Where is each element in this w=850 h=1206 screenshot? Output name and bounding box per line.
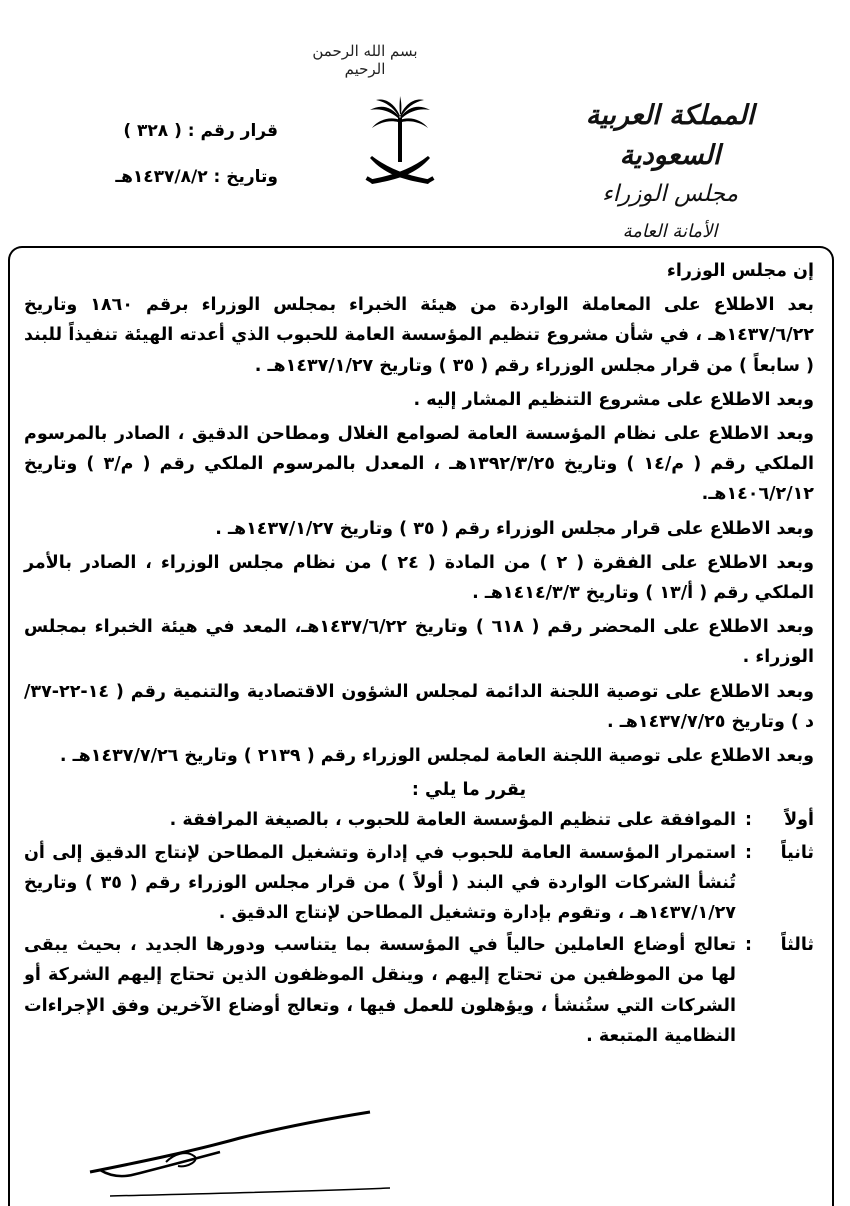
handwritten-signature-icon bbox=[70, 1108, 400, 1200]
recital-5: وبعد الاطلاع على الفقرة ( ٢ ) من المادة ( ٢٤ ) من نظام مجلس الوزراء ، الصادر بالأمر الملكي رقم ( أ/١٣ ) وتاريخ ١٤١٤/٣/٣هـ . bbox=[24, 552, 814, 604]
decision-body bbox=[24, 256, 814, 1053]
recital-8: وبعد الاطلاع على توصية اللجنة العامة لمجلس الوزراء رقم ( ٢١٣٩ ) وتاريخ ١٤٣٧/٧/٢٦هـ . bbox=[59, 746, 814, 767]
decision-number: قرار رقم : ( ٣٢٨ ) bbox=[123, 121, 278, 141]
decision-date: وتاريخ : ١٤٣٧/٨/٢هـ bbox=[115, 167, 278, 187]
clause-label: أولاً bbox=[784, 810, 814, 831]
resolves-line: يقرر ما يلي : bbox=[411, 780, 527, 801]
clause-text: تعالج أوضاع العاملين حالياً في المؤسسة بما يتناسب ودورها الجديد ، بحيث يبقى لها من الموظفين من تحتاج إليهم ، وينقل الموظفون الذين تحتاج إليهم الشركة أو الشركات التي ستُنشأ ، ويؤهلون للعمل فيها ، وتعالج أوضاع الآخرين وفق الإجراءات النظامية المتبعة . bbox=[24, 935, 736, 1046]
saudi-emblem-icon bbox=[362, 96, 438, 192]
recital-2: وبعد الاطلاع على مشروع التنظيم المشار إليه . bbox=[413, 389, 814, 410]
clause-text: الموافقة على تنظيم المؤسسة العامة للحبوب ، بالصيغة المرافقة . bbox=[169, 810, 736, 831]
clause-label: ثانياً bbox=[780, 842, 814, 863]
recital-4: وبعد الاطلاع على قرار مجلس الوزراء رقم ( ٣٥ ) وتاريخ ١٤٣٧/١/٢٧هـ . bbox=[215, 518, 814, 539]
issuer-block bbox=[550, 96, 790, 252]
decision-meta bbox=[48, 118, 278, 210]
recital-1: بعد الاطلاع على المعاملة الواردة من هيئة الخبراء بمجلس الوزراء برقم ١٨٦٠ وتاريخ ١٤٣٧/٦/٢٢هـ ، في شأن مشروع تنظيم المؤسسة العامة للحبوب الذي أعدته الهيئة تنفيذاً للبند ( سابعاً ) من قرار مجلس الوزراء رقم ( ٣٥ ) وتاريخ ١٤٣٧/١/٢٧هـ . bbox=[24, 295, 814, 376]
clause-label: ثالثاً bbox=[780, 935, 814, 956]
recital-3: وبعد الاطلاع على نظام المؤسسة العامة لصوامع الغلال ومطاحن الدقيق ، الصادر بالمرسوم الملكي رقم ( م/١٤ ) وتاريخ ١٣٩٢/٣/٢٥هـ ، المعدل بالمرسوم الملكي رقم ( م/٣ ) وتاريخ ١٤٠٦/٢/١٢هـ. bbox=[24, 424, 814, 505]
issuer-kingdom: المملكة العربية السعودية bbox=[585, 100, 755, 171]
clause-text: استمرار المؤسسة العامة للحبوب في إدارة وتشغيل المطاحن لإنتاج الدقيق إلى أن تُنشأ الشركات الواردة في البند ( أولاً ) من قرار مجلس الوزراء رقم ( ٣٥ ) وتاريخ ١٤٣٧/١/٢٧هـ ، وتقوم بإدارة وتشغيل المطاحن لإنتاج الدقيق . bbox=[24, 842, 736, 924]
issuer-secretariat: الأمانة العامة bbox=[622, 221, 718, 242]
opening-line: إن مجلس الوزراء bbox=[666, 261, 814, 281]
bismillah: بسم الله الرحمن الرحيم bbox=[312, 42, 418, 78]
clause-third: ثالثاً : تعالج أوضاع العاملين حالياً في المؤسسة بما يتناسب ودورها الجديد ، بحيث يبقى لها من الموظفين من تحتاج إليهم ، وينقل الموظفون الذين تحتاج إليهم الشركة أو الشركات التي ستُنشأ ، ويؤهلون للعمل فيها ، وتعالج أوضاع الآخرين وفق الإجراءات النظامية المتبعة . bbox=[24, 930, 814, 1051]
recital-6: وبعد الاطلاع على المحضر رقم ( ٦١٨ ) وتاريخ ١٤٣٧/٦/٢٢هـ، المعد في هيئة الخبراء بمجلس الوزراء . bbox=[24, 617, 814, 668]
issuer-council: مجلس الوزراء bbox=[601, 181, 739, 207]
recital-7: وبعد الاطلاع على توصية اللجنة الدائمة لمجلس الشؤون الاقتصادية والتنمية رقم ( ١٤-٢٢-٣٧/د ) وتاريخ ١٤٣٧/٧/٢٥هـ . bbox=[24, 681, 814, 732]
clause-first: أولاً : الموافقة على تنظيم المؤسسة العامة للحبوب ، بالصيغة المرافقة . bbox=[24, 805, 814, 835]
clause-second: ثانياً : استمرار المؤسسة العامة للحبوب في إدارة وتشغيل المطاحن لإنتاج الدقيق إلى أن تُنشأ الشركات الواردة في البند ( أولاً ) من قرار مجلس الوزراء رقم ( ٣٥ ) وتاريخ ١٤٣٧/١/٢٧هـ ، وتقوم بإدارة وتشغيل المطاحن لإنتاج الدقيق . bbox=[24, 838, 814, 929]
